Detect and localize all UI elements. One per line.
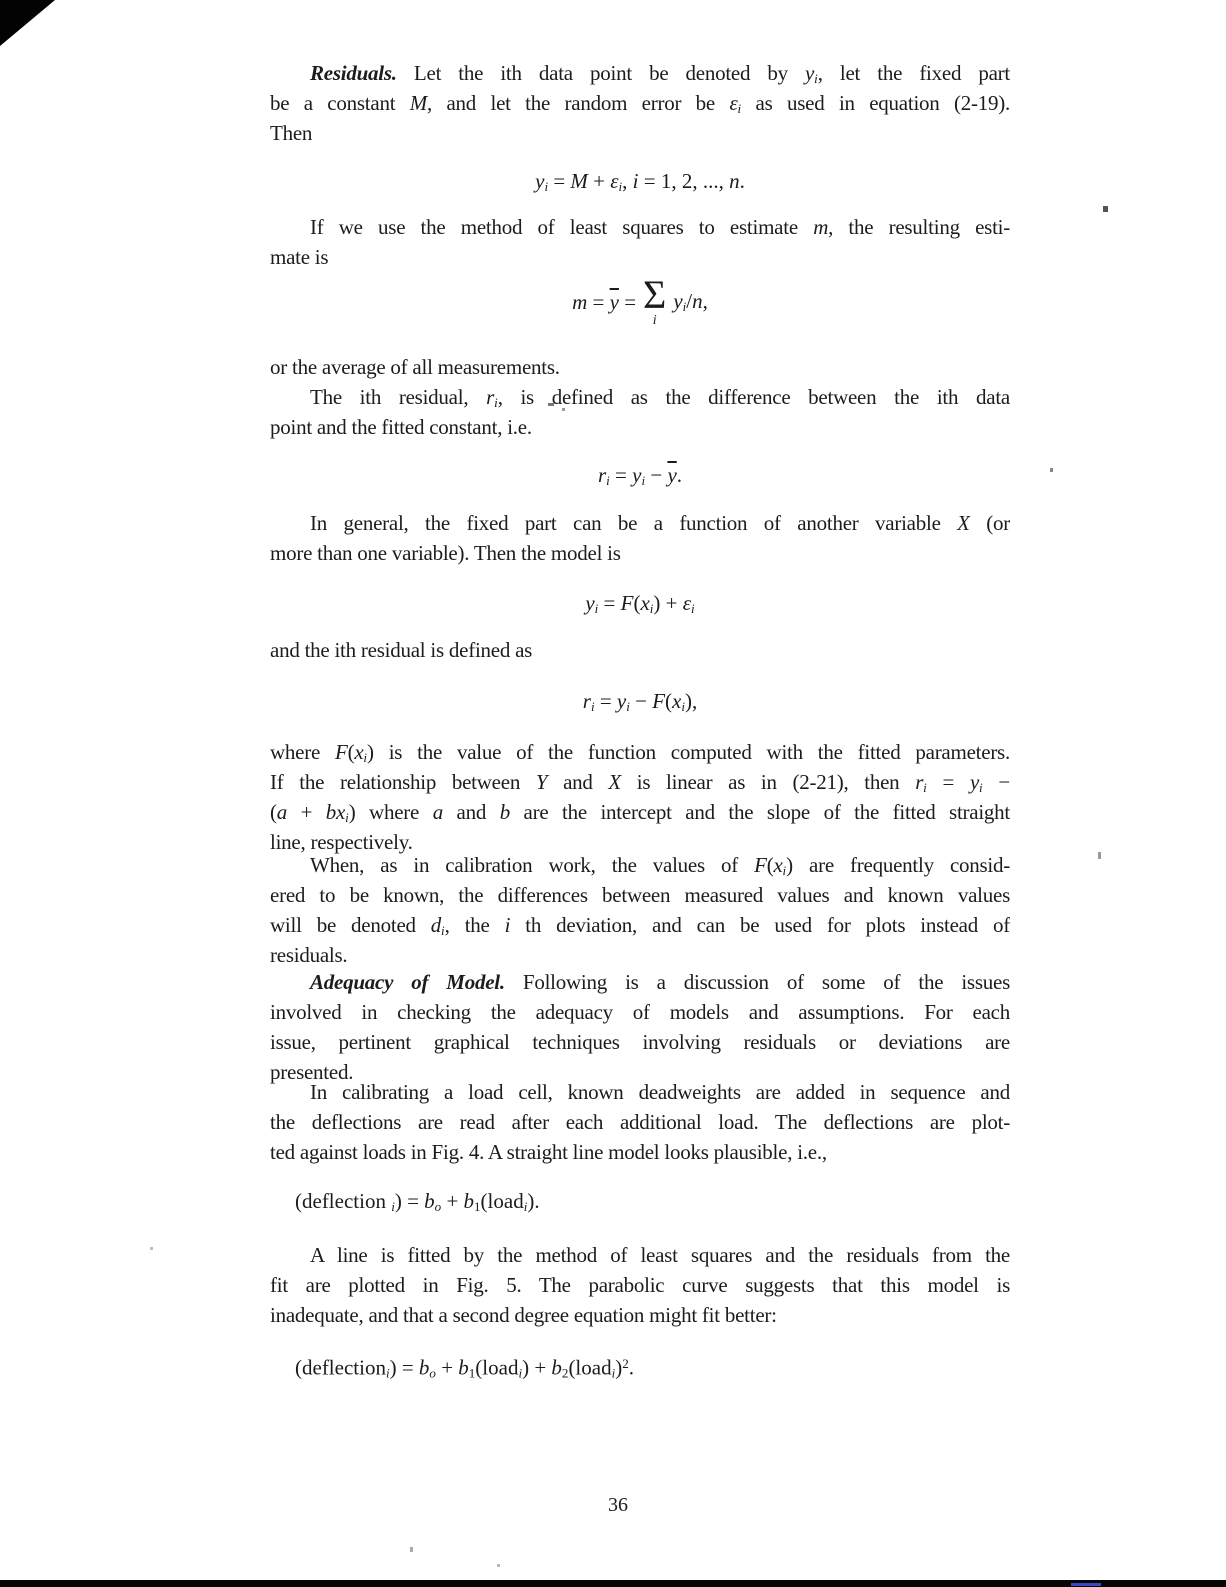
text-line: In general, the fixed part can be a function of another variable X (or xyxy=(310,511,1010,535)
paragraph-adequacy-of-model xyxy=(270,967,1010,1087)
text-line: line, respectively. xyxy=(270,830,413,854)
paragraph-residuals xyxy=(270,58,1010,148)
equation-residual-constant: $r_i = y_i - \overline{y}$. xyxy=(597,463,683,488)
text-line: presented. xyxy=(270,1060,354,1084)
text-line: A line is fitted by the method of least squares and the residuals from the xyxy=(310,1243,1010,1267)
page-number: 36 xyxy=(608,1494,628,1516)
text-line: Adequacy of Model. Following is a discussion of some of the issues xyxy=(310,970,1010,994)
text-line: the deflections are read after each additional load. The deflections are plot- xyxy=(270,1110,1010,1134)
paragraph-ith-residual xyxy=(270,352,1010,442)
text-line: issue, pertinent graphical techniques involving residuals or deviations are xyxy=(270,1030,1010,1054)
text-line: When, as in calibration work, the values of $F(x_i)$ are frequently consid- xyxy=(310,853,1010,878)
paragraph-general-model xyxy=(270,508,1010,568)
scan-speck xyxy=(150,1247,153,1250)
text-line: Residuals. Let the ith data point be denoted by $y_i$, let the fixed part xyxy=(310,61,1010,86)
equation-model-function: $y_i = F(x_i) + \varepsilon_i$ xyxy=(585,591,695,616)
equation-second-degree-model: (deflection$_i$) = $b_o$ + $b_1(load_i)$ + $b_2(load_i)^2$. xyxy=(295,1355,634,1381)
text-line: residuals. xyxy=(270,943,348,967)
text-line: If the relationship between Y and X is linear as in (2-21), then $r_i = y_i$ − xyxy=(270,770,1010,795)
text-line: and the ith residual is defined as xyxy=(270,638,533,662)
paragraph-parabolic-curve xyxy=(270,1240,1010,1330)
scan-speck xyxy=(1103,206,1108,212)
sigma-symbol: Σ xyxy=(643,271,667,317)
sigma-limit: i xyxy=(652,312,657,328)
equation-residual-function: $r_i = y_i - F(x_i)$, xyxy=(582,689,698,714)
paragraph-fitted-parameters xyxy=(270,737,1010,857)
text-line: will be denoted $d_i$, the i th deviation, and can be used for plots instead of xyxy=(270,913,1010,938)
text-line: If we use the method of least squares to estimate m, the resulting esti- xyxy=(310,215,1010,239)
paragraph-calibration-deviations xyxy=(270,850,1010,970)
paragraph-load-cell xyxy=(270,1077,1010,1167)
text-line: Then xyxy=(270,121,313,145)
equation-straight-line-model: (deflection $_i) = b_o$ + $b_1(load_i)$. xyxy=(295,1189,540,1214)
text-column xyxy=(270,0,1010,1587)
text-line: inadequate, and that a second degree equation might fit better: xyxy=(270,1303,777,1327)
text-line: involved in checking the adequacy of models and assumptions. For each xyxy=(270,1000,1010,1024)
text-line: In calibrating a load cell, known deadweights are added in sequence and xyxy=(310,1080,1010,1104)
scan-bottom-bar-tint xyxy=(1071,1583,1101,1586)
text-line: ted against loads in Fig. 4. A straight line model looks plausible, i.e., xyxy=(270,1140,827,1164)
paragraph-least-squares xyxy=(270,212,1010,272)
sigma-stack xyxy=(643,271,667,328)
text-line: mate is xyxy=(270,245,329,269)
text-line: The ith residual, $r_i$, is defined as the difference between the ith data xyxy=(310,385,1010,410)
scan-speck xyxy=(1050,468,1053,472)
text-line: ered to be known, the differences between measured values and known values xyxy=(270,883,1010,907)
text-line: point and the fitted constant, i.e. xyxy=(270,415,532,439)
text-line: more than one variable). Then the model is xyxy=(270,541,621,565)
paragraph-residual-defined xyxy=(270,635,1010,665)
text-line: $(a + bx_i)$ where a and b are the intercept and the slope of the fitted straight xyxy=(270,800,1010,825)
text-line: where $F(x_i)$ is the value of the function computed with the fitted parameters. xyxy=(270,740,1010,765)
equation-mean-rhs: $y_i/n$, xyxy=(673,289,708,314)
text-line: or the average of all measurements. xyxy=(270,355,560,379)
scan-speck xyxy=(1098,852,1101,859)
equation-mean-lhs: $m = \overline{y}$ = xyxy=(572,289,637,314)
equation-model-constant: $y_i = M + \varepsilon_i$, i = 1, 2, ..., n. xyxy=(535,169,745,194)
text-line: be a constant M, and let the random error be $\varepsilon_i$ as used in equation (2-19). xyxy=(270,91,1010,116)
equation-mean xyxy=(270,270,1010,334)
text-line: fit are plotted in Fig. 5. The parabolic curve suggests that this model is xyxy=(270,1273,1010,1297)
scan-corner-artifact xyxy=(0,0,55,46)
